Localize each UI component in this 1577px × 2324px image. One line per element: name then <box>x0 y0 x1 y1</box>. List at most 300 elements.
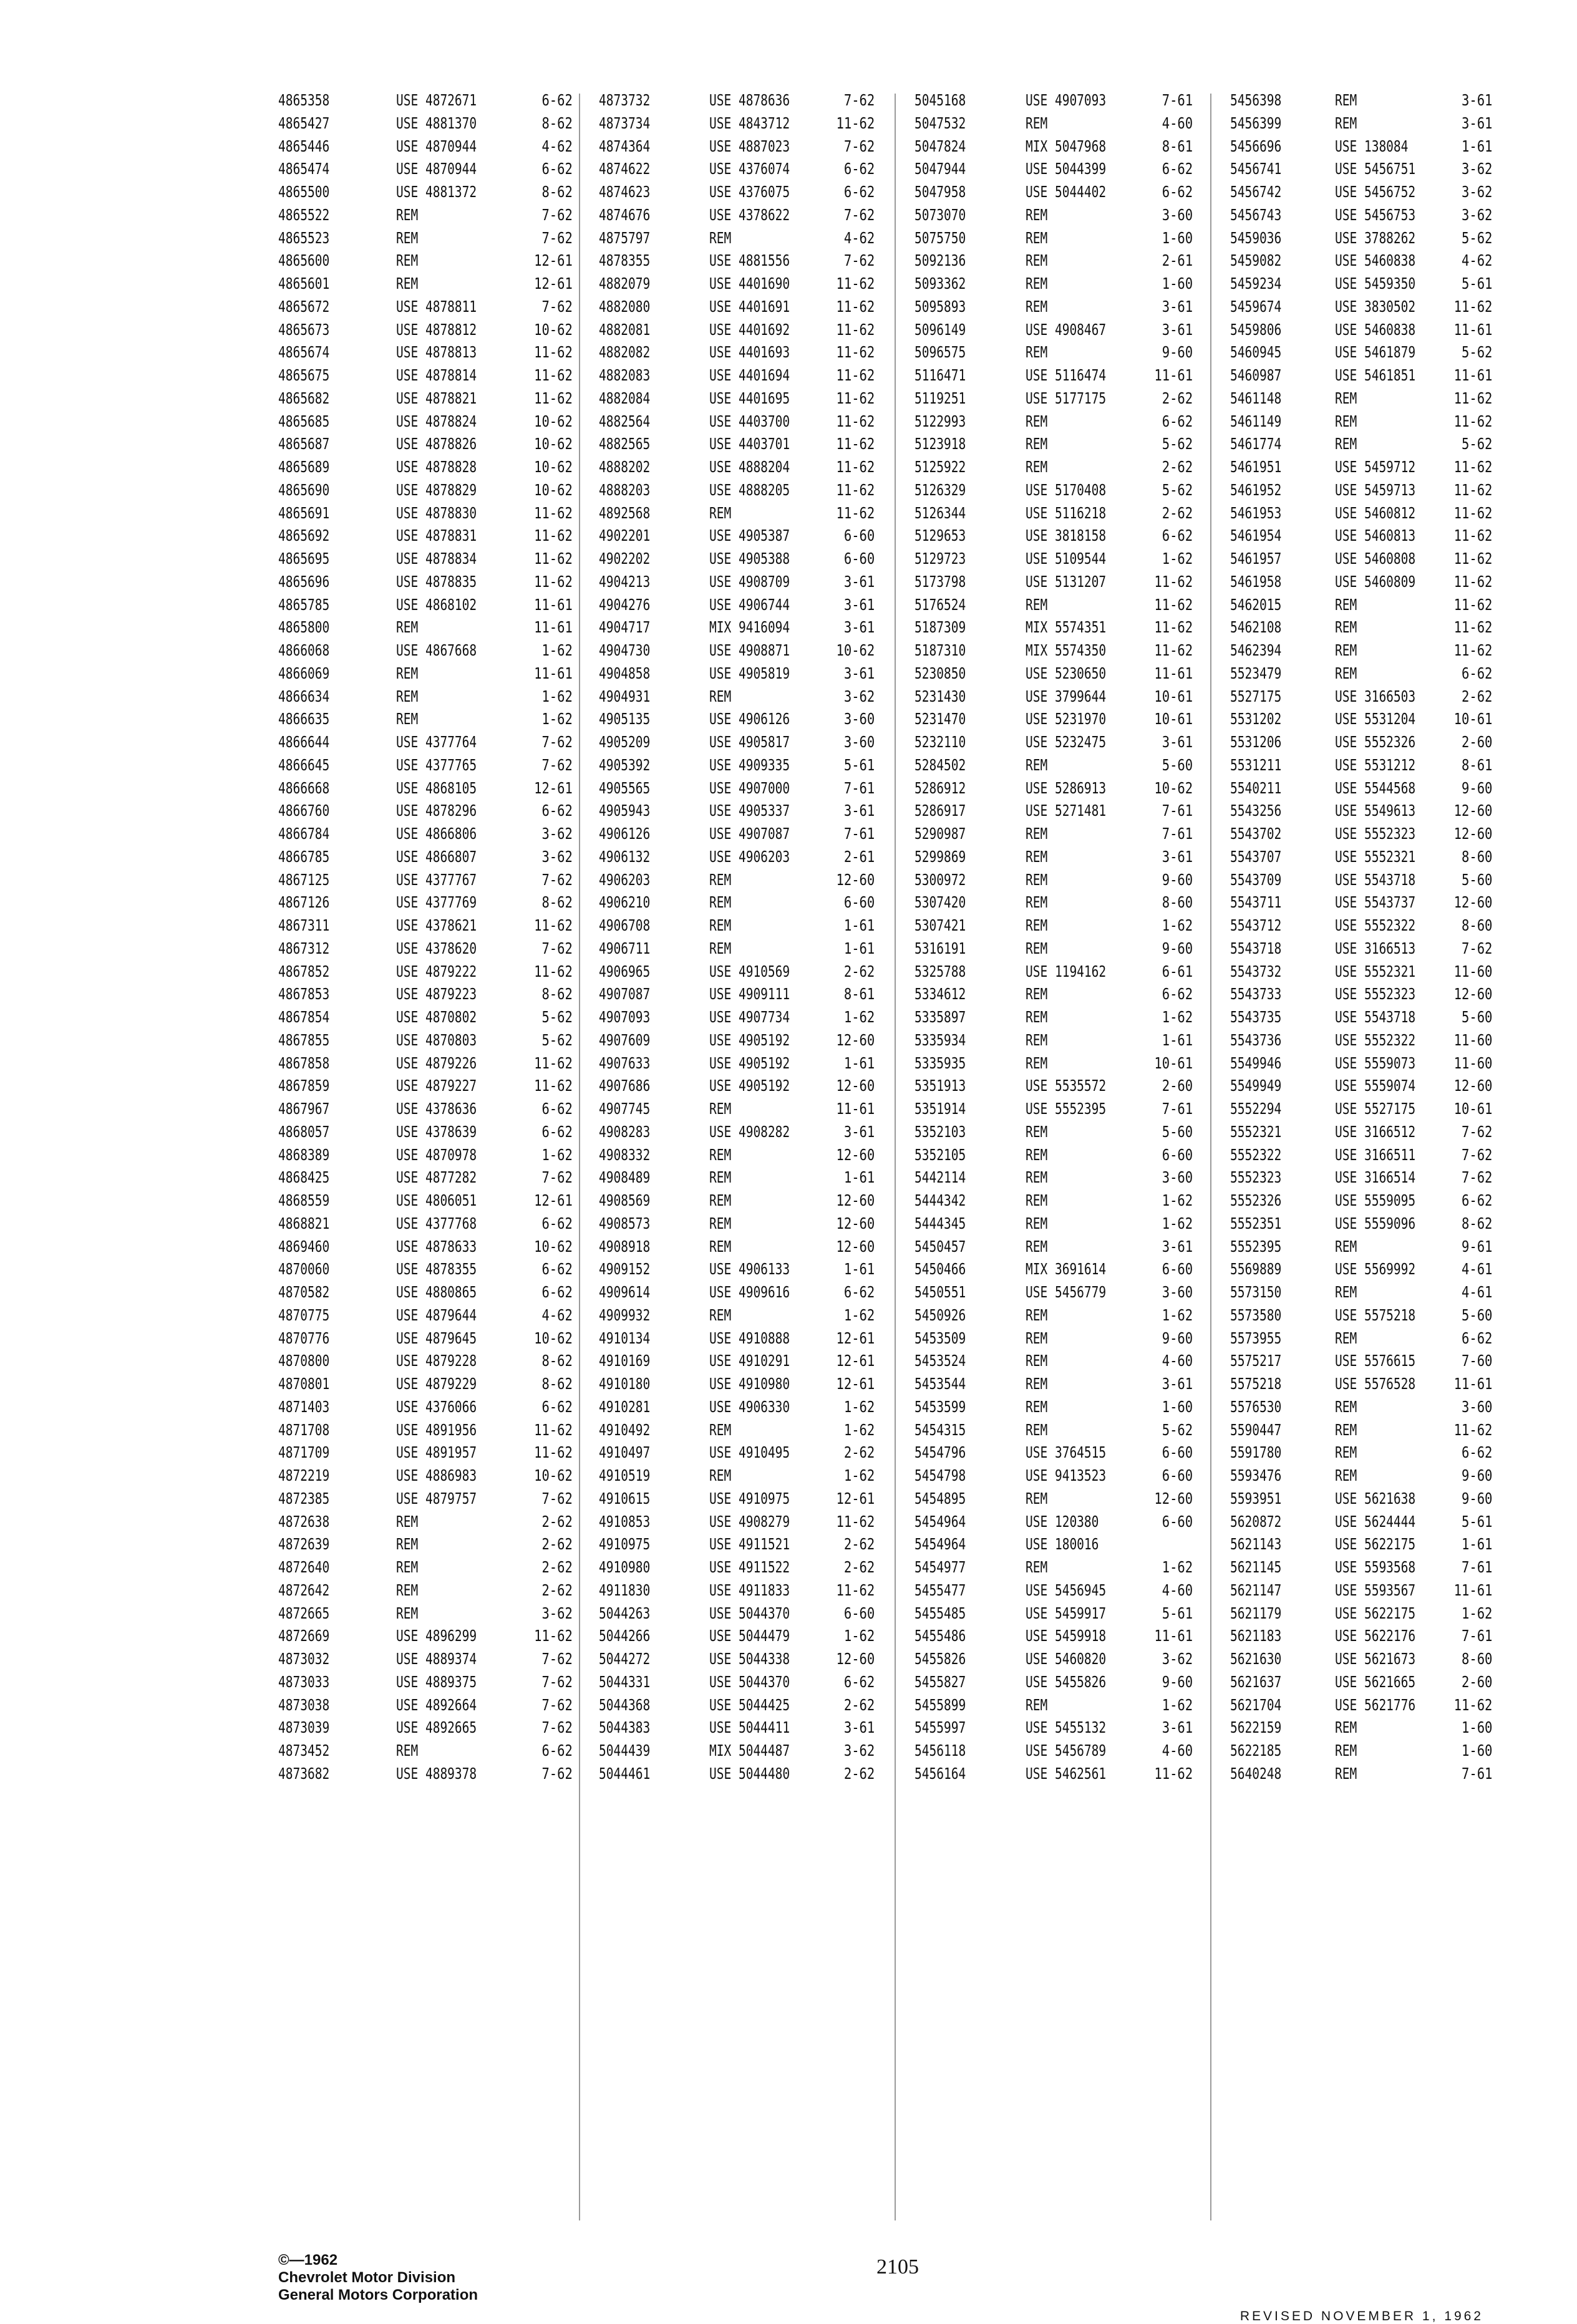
table-row <box>278 616 573 639</box>
table-row <box>1230 891 1492 914</box>
effective-date: 6-60 <box>1162 1466 1193 1484</box>
replacement-action: USE 4878829 <box>395 480 477 499</box>
effective-date: 7-61 <box>1162 801 1193 820</box>
part-number: 4866644 <box>278 733 330 751</box>
table-row <box>278 410 573 433</box>
part-number: 4866645 <box>278 755 330 774</box>
part-number: 5450457 <box>915 1237 966 1256</box>
table-row <box>278 914 573 937</box>
replacement-action: USE 5552321 <box>1335 962 1416 980</box>
part-number: 4865600 <box>278 251 330 270</box>
effective-date: 11-62 <box>1453 550 1492 568</box>
replacement-action: USE 5544568 <box>1335 778 1416 797</box>
table-row <box>278 1052 573 1075</box>
effective-date: 12-60 <box>1154 1489 1193 1508</box>
part-number: 5462015 <box>1230 595 1282 614</box>
replacement-action: USE 3764515 <box>1026 1443 1107 1462</box>
table-row <box>915 112 1193 135</box>
column-4 <box>1230 89 1492 1786</box>
replacement-action: USE 5569992 <box>1335 1260 1416 1279</box>
table-row <box>278 1763 573 1786</box>
replacement-action: REM <box>1026 1352 1048 1370</box>
table-row <box>915 410 1193 433</box>
part-number: 5230850 <box>915 664 966 682</box>
replacement-action: USE 4879223 <box>395 985 477 1004</box>
table-row <box>915 227 1193 250</box>
part-number: 5450551 <box>915 1283 966 1301</box>
effective-date: 3-60 <box>1162 205 1193 224</box>
replacement-action: USE 4878811 <box>395 297 477 316</box>
part-number: 5455997 <box>915 1718 966 1737</box>
replacement-action: REM <box>1026 1122 1048 1141</box>
replacement-action: USE 5044480 <box>709 1764 790 1783</box>
replacement-action: USE 5456753 <box>1335 205 1416 224</box>
table-row <box>599 1441 875 1465</box>
effective-date: 8-60 <box>1461 847 1492 866</box>
effective-date: 7-62 <box>843 137 875 155</box>
part-number: 5543732 <box>1230 962 1282 980</box>
table-row <box>915 1121 1193 1144</box>
table-row <box>1230 319 1492 342</box>
part-number: 4904858 <box>599 664 651 682</box>
part-number: 5335935 <box>915 1053 966 1072</box>
part-number: 4865682 <box>278 389 330 407</box>
replacement-action: REM <box>709 916 732 934</box>
table-row <box>278 1006 573 1029</box>
replacement-action: USE 3818158 <box>1026 526 1107 545</box>
effective-date: 5-60 <box>1162 1122 1193 1141</box>
part-number: 4905392 <box>599 755 651 774</box>
effective-date: 11-62 <box>836 114 875 132</box>
effective-date: 11-62 <box>1453 641 1492 659</box>
effective-date: 11-62 <box>534 1077 573 1095</box>
table-row <box>599 846 875 869</box>
effective-date: 3-61 <box>843 572 875 591</box>
part-number: 5552294 <box>1230 1100 1282 1118</box>
table-row <box>278 571 573 594</box>
table-row <box>1230 1694 1492 1717</box>
effective-date: 7-61 <box>1162 91 1193 109</box>
replacement-action: USE 4881372 <box>395 183 477 201</box>
table-row <box>599 1166 875 1189</box>
table-row <box>599 364 875 387</box>
replacement-action: USE 4880865 <box>395 1283 477 1301</box>
part-number: 4882080 <box>599 297 651 316</box>
table-row <box>1230 273 1492 296</box>
effective-date: 7-62 <box>541 228 573 247</box>
replacement-action: USE 138084 <box>1335 137 1409 155</box>
table-row <box>915 869 1193 892</box>
column-3 <box>915 89 1193 1786</box>
part-number: 5621145 <box>1230 1558 1282 1576</box>
part-number: 4873032 <box>278 1650 330 1668</box>
table-row <box>1230 1465 1492 1488</box>
replacement-action: USE 4377768 <box>395 1214 477 1232</box>
part-number: 5095893 <box>915 297 966 316</box>
effective-date: 6-60 <box>843 1604 875 1622</box>
replacement-action: USE 5552323 <box>1335 985 1416 1004</box>
replacement-action: USE 5621665 <box>1335 1672 1416 1691</box>
table-row <box>915 800 1193 823</box>
replacement-action: REM <box>1026 1145 1048 1164</box>
part-number: 4872219 <box>278 1466 330 1484</box>
table-row <box>278 525 573 548</box>
part-number: 4867852 <box>278 962 330 980</box>
table-row <box>278 135 573 158</box>
part-number: 4907093 <box>599 1008 651 1026</box>
replacement-action: MIX 5574351 <box>1026 618 1107 637</box>
effective-date: 5-62 <box>541 1030 573 1049</box>
table-row <box>915 777 1193 800</box>
effective-date: 8-62 <box>541 183 573 201</box>
replacement-action: USE 4870978 <box>395 1145 477 1164</box>
replacement-action: USE 4879227 <box>395 1077 477 1095</box>
part-number: 4865474 <box>278 160 330 178</box>
effective-date: 11-62 <box>534 916 573 934</box>
effective-date: 11-62 <box>1154 572 1193 591</box>
table-row <box>1230 1281 1492 1304</box>
effective-date: 9-60 <box>1162 939 1193 957</box>
part-number: 4910615 <box>599 1489 651 1508</box>
effective-date: 12-61 <box>534 1191 573 1209</box>
effective-date: 11-61 <box>534 618 573 637</box>
table-row <box>915 846 1193 869</box>
effective-date: 11-61 <box>1154 664 1193 682</box>
part-number: 4910853 <box>599 1512 651 1531</box>
replacement-action: REM <box>395 1512 419 1531</box>
table-row <box>599 249 875 273</box>
table-row <box>915 158 1193 181</box>
effective-date: 11-62 <box>836 412 875 430</box>
table-row <box>278 594 573 617</box>
part-number: 4872669 <box>278 1627 330 1645</box>
replacement-action: USE 4910291 <box>709 1352 790 1370</box>
table-row <box>915 1350 1193 1373</box>
table-row <box>1230 616 1492 639</box>
table-row <box>278 1029 573 1052</box>
table-row <box>1230 525 1492 548</box>
replacement-action: USE 5044425 <box>709 1695 790 1714</box>
replacement-action: USE 4892664 <box>395 1695 477 1714</box>
replacement-action: USE 5575218 <box>1335 1305 1416 1324</box>
replacement-action: USE 4401695 <box>709 389 790 407</box>
table-row <box>915 1098 1193 1121</box>
replacement-action: USE 4878828 <box>395 458 477 476</box>
replacement-action: USE 4878812 <box>395 320 477 339</box>
replacement-action: USE 5459917 <box>1026 1604 1107 1622</box>
replacement-action: USE 3166514 <box>1335 1168 1416 1187</box>
replacement-action: USE 4905387 <box>709 526 790 545</box>
replacement-action: USE 5460838 <box>1335 320 1416 339</box>
effective-date: 11-61 <box>836 1100 875 1118</box>
table-row <box>278 983 573 1006</box>
part-number: 4906965 <box>599 962 651 980</box>
effective-date: 7-61 <box>843 778 875 797</box>
part-number: 4865695 <box>278 550 330 568</box>
table-row <box>278 1281 573 1304</box>
effective-date: 7-62 <box>541 939 573 957</box>
effective-date: 7-62 <box>541 1489 573 1508</box>
replacement-action: USE 4806051 <box>395 1191 477 1209</box>
part-number: 4907686 <box>599 1077 651 1095</box>
table-row <box>599 502 875 525</box>
table-row <box>278 249 573 273</box>
part-number: 4882079 <box>599 274 651 293</box>
replacement-action: USE 5459712 <box>1335 458 1416 476</box>
effective-date: 10-61 <box>1154 710 1193 729</box>
table-row <box>599 1740 875 1763</box>
replacement-action: REM <box>1335 1718 1357 1737</box>
part-number: 5300972 <box>915 870 966 889</box>
table-row <box>599 525 875 548</box>
table-row <box>278 204 573 227</box>
part-number: 5187309 <box>915 618 966 637</box>
part-number: 4865358 <box>278 91 330 109</box>
replacement-action: USE 4905817 <box>709 733 790 751</box>
replacement-action: USE 4376074 <box>709 160 790 178</box>
replacement-action: USE 4905192 <box>709 1077 790 1095</box>
part-number: 5543718 <box>1230 939 1282 957</box>
replacement-action: USE 4907000 <box>709 778 790 797</box>
table-row <box>278 731 573 754</box>
effective-date: 3-62 <box>843 1741 875 1760</box>
replacement-action: USE 4401693 <box>709 343 790 362</box>
replacement-action: REM <box>709 1420 732 1439</box>
table-row <box>278 1236 573 1259</box>
replacement-action: REM <box>709 687 732 705</box>
part-number: 5454964 <box>915 1535 966 1554</box>
replacement-action: USE 4909335 <box>709 755 790 774</box>
part-number: 4867854 <box>278 1008 330 1026</box>
replacement-action: USE 5552326 <box>1335 733 1416 751</box>
replacement-action: USE 5460838 <box>1335 251 1416 270</box>
table-row <box>1230 1189 1492 1213</box>
effective-date: 3-60 <box>843 710 875 729</box>
table-row <box>278 319 573 342</box>
part-number: 5044272 <box>599 1650 651 1668</box>
part-number: 5284502 <box>915 755 966 774</box>
table-row <box>915 1144 1193 1167</box>
effective-date: 6-62 <box>1162 985 1193 1004</box>
part-number: 5453544 <box>915 1375 966 1393</box>
table-row <box>278 1373 573 1396</box>
replacement-action: REM <box>1026 893 1048 912</box>
part-number: 4866634 <box>278 687 330 705</box>
table-row <box>599 1625 875 1648</box>
table-row <box>599 823 875 846</box>
effective-date: 11-61 <box>1453 320 1492 339</box>
replacement-action: USE 3166511 <box>1335 1145 1416 1164</box>
table-row <box>1230 1075 1492 1098</box>
replacement-action: USE 5527175 <box>1335 1100 1416 1118</box>
effective-date: 12-60 <box>836 1237 875 1256</box>
part-number: 5621147 <box>1230 1581 1282 1599</box>
replacement-action: REM <box>395 274 419 293</box>
table-row <box>599 227 875 250</box>
effective-date: 11-62 <box>534 526 573 545</box>
replacement-action: USE 5177175 <box>1026 389 1107 407</box>
replacement-action: REM <box>1335 1443 1357 1462</box>
replacement-action: REM <box>709 1145 732 1164</box>
part-number: 5232110 <box>915 733 966 751</box>
table-row <box>1230 1098 1492 1121</box>
replacement-action: REM <box>395 1535 419 1554</box>
part-number: 5044383 <box>599 1718 651 1737</box>
replacement-action: USE 4376066 <box>395 1397 477 1416</box>
replacement-action: USE 4877282 <box>395 1168 477 1187</box>
table-row <box>599 1511 875 1534</box>
replacement-action: USE 5622175 <box>1335 1535 1416 1554</box>
table-row <box>915 364 1193 387</box>
table-row <box>1230 112 1492 135</box>
table-row <box>1230 1304 1492 1327</box>
part-number: 5075750 <box>915 228 966 247</box>
part-number: 5044439 <box>599 1741 651 1760</box>
part-number: 5456399 <box>1230 114 1282 132</box>
table-row <box>1230 249 1492 273</box>
table-row <box>915 754 1193 777</box>
replacement-action: REM <box>1026 1420 1048 1439</box>
replacement-action: USE 5459918 <box>1026 1627 1107 1645</box>
part-number: 5047958 <box>915 183 966 201</box>
effective-date: 6-62 <box>541 1122 573 1141</box>
table-row <box>599 1579 875 1602</box>
part-number: 5352105 <box>915 1145 966 1164</box>
part-number: 5461957 <box>1230 550 1282 568</box>
effective-date: 11-62 <box>1453 526 1492 545</box>
replacement-action: USE 4377764 <box>395 733 477 751</box>
part-number: 4865675 <box>278 366 330 384</box>
table-row <box>1230 341 1492 364</box>
part-number: 5459082 <box>1230 251 1282 270</box>
table-row <box>915 1327 1193 1350</box>
part-number: 4865523 <box>278 228 330 247</box>
replacement-action: REM <box>709 1100 732 1118</box>
effective-date: 11-62 <box>534 343 573 362</box>
replacement-action: USE 4870944 <box>395 137 477 155</box>
table-row <box>915 387 1193 410</box>
part-number: 5047944 <box>915 160 966 178</box>
part-number: 5044331 <box>599 1672 651 1691</box>
effective-date: 1-62 <box>843 1420 875 1439</box>
table-row <box>278 1441 573 1465</box>
replacement-action: USE 4879228 <box>395 1352 477 1370</box>
table-row <box>599 1396 875 1419</box>
part-number: 4867853 <box>278 985 330 1004</box>
replacement-action: REM <box>1026 251 1048 270</box>
replacement-action: USE 4867668 <box>395 641 477 659</box>
table-row <box>915 616 1193 639</box>
part-number: 5307420 <box>915 893 966 912</box>
replacement-action: USE 4888205 <box>709 480 790 499</box>
replacement-action: USE 5460820 <box>1026 1650 1107 1668</box>
effective-date: 1-62 <box>843 1627 875 1645</box>
effective-date: 1-62 <box>843 1466 875 1484</box>
replacement-action: USE 4866807 <box>395 847 477 866</box>
replacement-action: USE 5459350 <box>1335 274 1416 293</box>
table-row <box>599 341 875 364</box>
effective-date: 11-61 <box>1453 1581 1492 1599</box>
part-number: 4865696 <box>278 572 330 591</box>
replacement-action: USE 5622175 <box>1335 1604 1416 1622</box>
replacement-action: USE 5455826 <box>1026 1672 1107 1691</box>
part-number: 5316191 <box>915 939 966 957</box>
effective-date: 3-62 <box>1461 205 1492 224</box>
replacement-action: USE 5116218 <box>1026 503 1107 522</box>
part-number: 5442114 <box>915 1168 966 1187</box>
part-number: 5290987 <box>915 825 966 843</box>
replacement-action: REM <box>1026 1008 1048 1026</box>
replacement-action: USE 4401690 <box>709 274 790 293</box>
table-row <box>1230 708 1492 731</box>
replacement-action: REM <box>1026 1237 1048 1256</box>
part-number: 4909152 <box>599 1260 651 1279</box>
part-number: 4865601 <box>278 274 330 293</box>
part-number: 5461952 <box>1230 480 1282 499</box>
replacement-action: USE 5576528 <box>1335 1375 1416 1393</box>
replacement-action: REM <box>1026 985 1048 1004</box>
part-number: 5455486 <box>915 1627 966 1645</box>
table-row <box>915 914 1193 937</box>
effective-date: 1-62 <box>843 1397 875 1416</box>
effective-date: 2-62 <box>843 1443 875 1462</box>
replacement-action: REM <box>1026 939 1048 957</box>
part-number: 5176524 <box>915 595 966 614</box>
part-number: 4865685 <box>278 412 330 430</box>
effective-date: 3-60 <box>1162 1168 1193 1187</box>
table-row <box>278 1602 573 1625</box>
effective-date: 6-61 <box>1162 962 1193 980</box>
replacement-action: REM <box>395 664 419 682</box>
table-row <box>1230 937 1492 961</box>
part-number: 5455826 <box>915 1650 966 1668</box>
part-number: 4874364 <box>599 137 651 155</box>
effective-date: 2-62 <box>843 1764 875 1783</box>
replacement-action: REM <box>1335 114 1357 132</box>
table-row <box>915 662 1193 685</box>
effective-date: 1-61 <box>843 1053 875 1072</box>
table-row <box>1230 479 1492 502</box>
table-row <box>278 273 573 296</box>
replacement-action: USE 5232475 <box>1026 733 1107 751</box>
effective-date: 3-61 <box>1162 320 1193 339</box>
effective-date: 1-61 <box>1162 1030 1193 1049</box>
replacement-action: USE 4908709 <box>709 572 790 591</box>
table-row <box>599 319 875 342</box>
effective-date: 12-60 <box>836 1650 875 1668</box>
table-row <box>599 1075 875 1098</box>
effective-date: 7-61 <box>1461 1627 1492 1645</box>
effective-date: 6-60 <box>843 893 875 912</box>
effective-date: 11-62 <box>534 962 573 980</box>
table-row <box>599 961 875 984</box>
part-number: 5352103 <box>915 1122 966 1141</box>
effective-date: 8-60 <box>1162 893 1193 912</box>
replacement-action: USE 5543718 <box>1335 870 1416 889</box>
replacement-action: USE 4907093 <box>1026 91 1107 109</box>
part-number: 5456743 <box>1230 205 1282 224</box>
table-row <box>599 685 875 709</box>
part-number: 5187310 <box>915 641 966 659</box>
table-row <box>1230 961 1492 984</box>
effective-date: 5-62 <box>1162 1420 1193 1439</box>
effective-date: 11-62 <box>534 1627 573 1645</box>
effective-date: 8-62 <box>541 1375 573 1393</box>
effective-date: 1-60 <box>1162 274 1193 293</box>
effective-date: 9-60 <box>1162 1329 1193 1347</box>
part-number: 5125922 <box>915 458 966 476</box>
effective-date: 11-62 <box>1154 595 1193 614</box>
